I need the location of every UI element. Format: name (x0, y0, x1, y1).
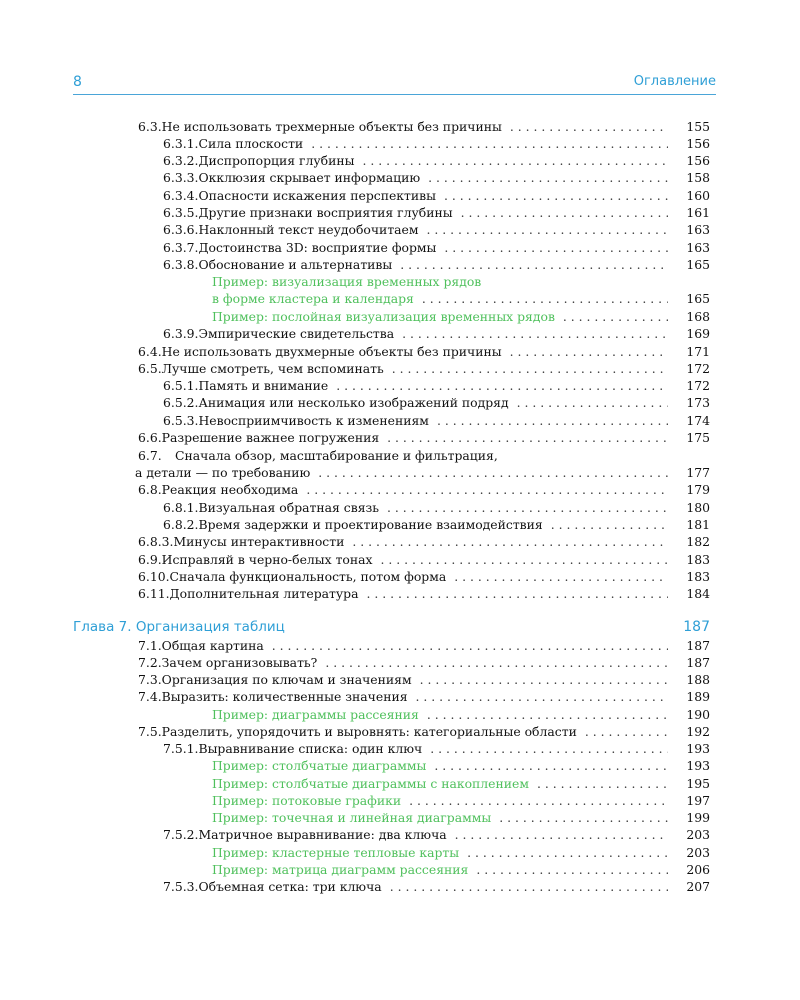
running-header (73, 72, 716, 95)
entry-number: 7.3. (138, 672, 162, 687)
entry-title: Дополнительная литература (169, 586, 359, 601)
entry-title: Наклонный текст неудобочитаем (198, 222, 419, 237)
toc-example-entry[interactable] (212, 862, 710, 879)
entry-page: 183 (686, 569, 710, 584)
running-title: Оглавление (633, 74, 716, 89)
entry-title: Сначала обзор, масштабирование и фильтрация, (175, 448, 498, 463)
toc-entry[interactable] (163, 500, 710, 517)
entry-page: 193 (686, 741, 710, 756)
toc-example-entry[interactable] (212, 291, 710, 308)
entry-title: Визуальная обратная связь (198, 500, 380, 515)
entry-page: 175 (686, 430, 710, 445)
toc-example-entry[interactable] (212, 309, 710, 326)
entry-page: 181 (686, 517, 710, 532)
entry-number: 6.5.1. (163, 378, 199, 393)
toc-entry[interactable] (138, 482, 710, 499)
toc-entry[interactable] (163, 827, 710, 844)
dot-leader (461, 205, 668, 220)
entry-page: 197 (686, 793, 710, 808)
entry-title: Пример: визуализация временных рядов (212, 274, 482, 289)
toc-entry[interactable] (138, 689, 710, 706)
entry-page: 184 (686, 586, 710, 601)
dot-leader (416, 689, 668, 704)
entry-title: Пример: столбчатые диаграммы с накоплением (212, 776, 530, 791)
dot-leader (467, 845, 668, 860)
entry-number: 6.10. (138, 569, 170, 584)
entry-title: Пример: столбчатые диаграммы (212, 758, 427, 773)
entry-page: 163 (686, 240, 710, 255)
entry-number: 7.2. (138, 655, 162, 670)
entry-page: 163 (686, 222, 710, 237)
toc-entry[interactable] (163, 378, 710, 395)
entry-title: Лучше смотреть, чем вспоминать (161, 361, 384, 376)
toc-entry[interactable] (163, 326, 710, 343)
entry-page: 206 (686, 862, 710, 877)
toc-entry[interactable] (163, 188, 710, 205)
toc-entry[interactable] (163, 170, 710, 187)
entry-page: 207 (686, 879, 710, 894)
toc-example-entry[interactable] (212, 793, 710, 810)
dot-leader (454, 569, 668, 584)
dot-leader (427, 222, 668, 237)
dot-leader (455, 827, 668, 842)
entry-title: Пример: матрица диаграмм рассеяния (212, 862, 469, 877)
entry-number: 6.3.1. (163, 136, 199, 151)
entry-title: Память и внимание (198, 378, 329, 393)
entry-title: Зачем организовывать? (161, 655, 318, 670)
entry-number: 6.3.7. (163, 240, 199, 255)
dot-leader (336, 378, 668, 393)
entry-page: 169 (686, 326, 710, 341)
entry-number: 6.3. (138, 119, 162, 134)
dot-leader (402, 326, 668, 341)
dot-leader (437, 413, 668, 428)
entry-number: 6.9. (138, 552, 162, 567)
dot-leader (387, 430, 668, 445)
entry-title: Эмпирические свидетельства (198, 326, 395, 341)
entry-page: 174 (686, 413, 710, 428)
dot-leader (563, 309, 668, 324)
entry-page: 187 (686, 655, 710, 670)
toc-entry[interactable] (163, 205, 710, 222)
toc-entry[interactable] (138, 534, 710, 551)
page-number: 8 (73, 74, 82, 90)
toc-entry[interactable] (138, 655, 710, 672)
chapter-heading[interactable] (73, 619, 710, 637)
toc-entry[interactable] (163, 879, 710, 896)
chapter-page: 187 (683, 619, 710, 635)
dot-leader (318, 465, 668, 480)
toc-entry[interactable] (138, 672, 710, 689)
toc-entry[interactable] (138, 430, 710, 447)
dot-leader (390, 879, 668, 894)
entry-title: Разрешение важнее погружения (161, 430, 380, 445)
entry-number: 6.7. (138, 448, 162, 463)
entry-page: 172 (686, 361, 710, 376)
entry-number: 6.5.3. (163, 413, 199, 428)
entry-page: 180 (686, 500, 710, 515)
entry-number: 6.3.9. (163, 326, 199, 341)
entry-page: 155 (686, 119, 710, 134)
entry-title: Матричное выравнивание: два ключа (198, 827, 447, 842)
entry-title: Анимация или несколько изображений подряд (198, 395, 509, 410)
toc-entry[interactable] (163, 257, 710, 274)
toc-entry[interactable] (163, 153, 710, 170)
entry-page: 168 (686, 309, 710, 324)
toc-entry[interactable] (138, 586, 710, 603)
entry-title: Пример: точечная и линейная диаграммы (212, 810, 492, 825)
entry-page: 192 (686, 724, 710, 739)
entry-page: 158 (686, 170, 710, 185)
entry-number: 6.5.2. (163, 395, 199, 410)
dot-leader (517, 395, 668, 410)
entry-page: 195 (686, 776, 710, 791)
dot-leader (427, 707, 668, 722)
toc-entry[interactable] (138, 638, 710, 655)
toc-entry[interactable] (163, 517, 710, 534)
dot-leader (392, 361, 668, 376)
toc-entry[interactable] (138, 552, 710, 569)
dot-leader (272, 638, 668, 653)
entry-page: 199 (686, 810, 710, 825)
toc-entry[interactable] (138, 569, 710, 586)
entry-page: 189 (686, 689, 710, 704)
toc-entry[interactable] (138, 724, 710, 741)
toc-entry[interactable] (163, 240, 710, 257)
entry-title: Другие признаки восприятия глубины (198, 205, 453, 220)
toc-example-entry[interactable] (212, 274, 710, 291)
entry-number: 6.3.5. (163, 205, 199, 220)
toc-example-entry[interactable] (212, 707, 710, 724)
entry-title: Время задержки и проектирование взаимодействия (198, 517, 543, 532)
entry-title: Пример: потоковые графики (212, 793, 402, 808)
entry-title: Пример: послойная визуализация временных рядов (212, 309, 555, 324)
entry-title: Диспропорция глубины (198, 153, 355, 168)
entry-title: в форме кластера и календаря (212, 291, 414, 306)
entry-title: Объемная сетка: три ключа (198, 879, 382, 894)
dot-leader (434, 758, 668, 773)
toc-entry[interactable] (138, 344, 710, 361)
entry-title: Выразить: количественные значения (161, 689, 408, 704)
entry-number: 6.3.8. (163, 257, 199, 272)
dot-leader (430, 741, 668, 756)
entry-title: Пример: диаграммы рассеяния (212, 707, 419, 722)
entry-page: 187 (686, 638, 710, 653)
entry-page: 179 (686, 482, 710, 497)
entry-page: 165 (686, 291, 710, 306)
entry-number: 6.8.2. (163, 517, 199, 532)
toc-entry[interactable] (163, 395, 710, 412)
dot-leader (363, 153, 668, 168)
entry-title: Обоснование и альтернативы (198, 257, 393, 272)
toc-example-entry[interactable] (212, 810, 710, 827)
entry-page: 177 (686, 465, 710, 480)
entry-title: Общая картина (161, 638, 264, 653)
dot-leader (387, 500, 668, 515)
entry-number: 7.5. (138, 724, 162, 739)
entry-title: Невосприимчивость к изменениям (198, 413, 429, 428)
entry-title: Исправляй в черно-белых тонах (161, 552, 373, 567)
entry-number: 6.5. (138, 361, 162, 376)
toc-entry[interactable] (163, 136, 710, 153)
dot-leader (366, 586, 668, 601)
entry-title: Реакция необходима (161, 482, 299, 497)
dot-leader (551, 517, 668, 532)
entry-title: Не использовать двухмерные объекты без причины (161, 344, 502, 359)
toc-example-entry[interactable] (212, 845, 710, 862)
entry-title: Организация по ключам и значениям (161, 672, 412, 687)
entry-number: 6.8. (138, 482, 162, 497)
dot-leader (400, 257, 668, 272)
entry-title: Выравнивание списка: один ключ (198, 741, 423, 756)
entry-page: 165 (686, 257, 710, 272)
entry-title: Разделить, упорядочить и выровнять: категориальные области (161, 724, 577, 739)
entry-number: 6.3.4. (163, 188, 199, 203)
toc-entry[interactable] (138, 119, 710, 136)
dot-leader (510, 119, 668, 134)
entry-page: 161 (686, 205, 710, 220)
dot-leader (537, 776, 668, 791)
entry-number: 7.1. (138, 638, 162, 653)
entry-number: 7.5.3. (163, 879, 199, 894)
entry-number: 6.8.3. (138, 534, 174, 549)
entry-title: Сила плоскости (198, 136, 304, 151)
entry-page: 193 (686, 758, 710, 773)
entry-number: 6.4. (138, 344, 162, 359)
entry-title: Не использовать трехмерные объекты без причины (161, 119, 502, 134)
entry-title: Пример: кластерные тепловые карты (212, 845, 460, 860)
toc-example-entry[interactable] (212, 758, 710, 775)
entry-page: 188 (686, 672, 710, 687)
dot-leader (444, 240, 668, 255)
entry-title: Достоинства 3D: восприятие формы (198, 240, 437, 255)
entry-page: 160 (686, 188, 710, 203)
entry-number: 7.5.1. (163, 741, 199, 756)
toc-entry[interactable] (163, 222, 710, 239)
dot-leader (499, 810, 668, 825)
dot-leader (444, 188, 668, 203)
dot-leader (325, 655, 668, 670)
dot-leader (422, 291, 668, 306)
entry-title: Сначала функциональность, потом форма (169, 569, 447, 584)
entry-number: 6.8.1. (163, 500, 199, 515)
entry-number: 6.3.3. (163, 170, 199, 185)
dot-leader (381, 552, 668, 567)
entry-page: 182 (686, 534, 710, 549)
entry-number: 7.4. (138, 689, 162, 704)
entry-page: 203 (686, 827, 710, 842)
entry-number: 6.3.2. (163, 153, 199, 168)
entry-title: Минусы интерактивности (173, 534, 345, 549)
dot-leader (476, 862, 668, 877)
entry-title: Окклюзия скрывает информацию (198, 170, 421, 185)
entry-number: 6.6. (138, 430, 162, 445)
chapter-title: Глава 7. Организация таблиц (73, 619, 285, 635)
entry-page: 172 (686, 378, 710, 393)
entry-title: а детали — по требованию (135, 465, 311, 480)
dot-leader (352, 534, 668, 549)
entry-number: 6.11. (138, 586, 170, 601)
toc-entry[interactable] (138, 361, 710, 378)
entry-number: 7.5.2. (163, 827, 199, 842)
dot-leader (311, 136, 668, 151)
dot-leader (428, 170, 668, 185)
entry-page: 156 (686, 136, 710, 151)
entry-page: 190 (686, 707, 710, 722)
entry-page: 203 (686, 845, 710, 860)
toc-entry-continuation[interactable] (135, 465, 710, 482)
entry-page: 156 (686, 153, 710, 168)
toc-entry[interactable] (163, 741, 710, 758)
entry-title: Опасности искажения перспективы (198, 188, 437, 203)
dot-leader (306, 482, 668, 497)
dot-leader (409, 793, 668, 808)
entry-page: 171 (686, 344, 710, 359)
toc-entry[interactable] (138, 448, 710, 465)
dot-leader (510, 344, 668, 359)
entry-number: 6.3.6. (163, 222, 199, 237)
entry-page: 183 (686, 552, 710, 567)
toc-example-entry[interactable] (212, 776, 710, 793)
dot-leader (585, 724, 668, 739)
entry-page: 173 (686, 395, 710, 410)
toc-entry[interactable] (163, 413, 710, 430)
dot-leader (420, 672, 668, 687)
